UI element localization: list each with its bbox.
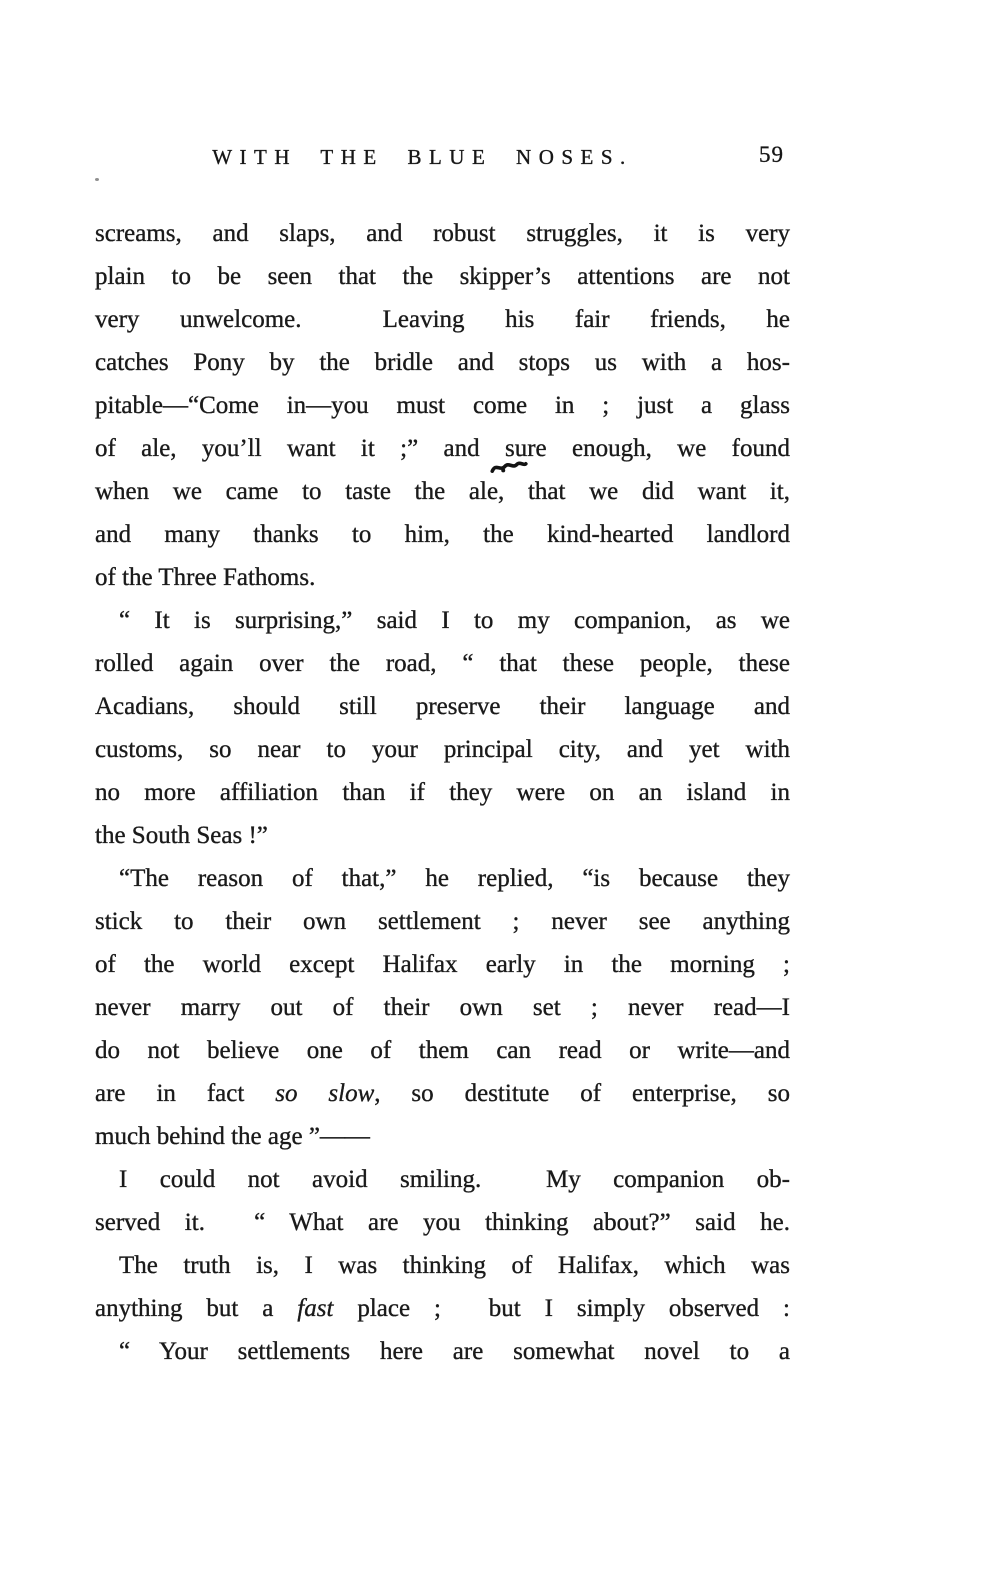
text-line: [95, 341, 790, 384]
text-segment: anything but a: [95, 1295, 298, 1322]
text-segment: served it. “ What are you thinking about?” said he.: [95, 1209, 790, 1236]
text-line: [95, 900, 790, 943]
text-segment: Acadians, should still preserve their language and: [95, 693, 790, 720]
text-line: [95, 986, 790, 1029]
running-title: WITH THE BLUE NOSES.: [212, 145, 633, 169]
text-line: [95, 1072, 790, 1115]
text-segment: “ It is surprising,” said I to my companion, as we: [119, 607, 790, 634]
text-line: [95, 1287, 790, 1330]
text-segment: catches Pony by the bridle and stops us with a hos-: [95, 349, 790, 376]
italic-text-segment: fast: [297, 1295, 334, 1322]
text-segment: much behind the age ”——: [95, 1123, 370, 1150]
page-header: [95, 142, 790, 176]
text-line: [95, 1201, 790, 1244]
text-segment: customs, so near to your principal city, and yet with: [95, 736, 790, 763]
text-segment: stick to their own settlement ; never see anything: [95, 908, 790, 935]
text-segment: no more affiliation than if they were on an island in: [95, 779, 790, 806]
text-segment: , so destitute of enterprise, so: [374, 1080, 790, 1107]
text-segment: pitable—“Come in—you must come in ; just a glass: [95, 392, 790, 419]
text-line: [95, 1244, 790, 1287]
text-segment: are in fact: [95, 1080, 276, 1107]
text-line: [95, 556, 790, 599]
text-line: [95, 212, 790, 255]
text-segment: The truth is, I was thinking of Halifax, which was: [119, 1252, 790, 1279]
text-line: [95, 427, 790, 470]
text-segment: of the world except Halifax early in the morning ;: [95, 951, 790, 978]
text-segment: screams, and slaps, and robust struggles, it is very: [95, 220, 790, 247]
text-segment: plain to be seen that the skipper’s attentions are not: [95, 263, 790, 290]
text-line: [95, 642, 790, 685]
text-segment: very unwelcome. Leaving his fair friends, he: [95, 306, 790, 333]
italic-text-segment: so slow: [275, 1080, 375, 1107]
text-segment: rolled again over the road, “ that these people, these: [95, 650, 790, 677]
text-block: [95, 212, 790, 1373]
text-line: [95, 857, 790, 900]
text-line: [95, 470, 790, 513]
text-segment: never marry out of their own set ; never read—I: [95, 994, 790, 1021]
text-line: [95, 255, 790, 298]
text-segment: and many thanks to him, the kind-hearted landlord: [95, 521, 790, 548]
text-segment: when we came to taste the ale, that we did want it,: [95, 478, 790, 505]
text-line: [95, 728, 790, 771]
text-segment: the South Seas !”: [95, 822, 268, 849]
text-segment: of the Three Fathoms.: [95, 564, 316, 591]
text-segment: place ; but I simply observed :: [333, 1295, 790, 1322]
text-line: [95, 599, 790, 642]
print-speck-artifact: [95, 178, 99, 181]
ink-smudge-artifact: [488, 457, 529, 478]
text-line: [95, 771, 790, 814]
text-segment: do not believe one of them can read or write—and: [95, 1037, 790, 1064]
text-segment: of ale, you’ll want it ;” and sure enough, we found: [95, 435, 790, 462]
text-line: [95, 1158, 790, 1201]
text-segment: I could not avoid smiling. My companion ob-: [119, 1166, 790, 1193]
page-number: 59: [759, 142, 784, 167]
text-segment: “The reason of that,” he replied, “is because they: [119, 865, 790, 892]
text-line: [95, 1115, 790, 1158]
text-line: [95, 384, 790, 427]
text-segment: “ Your settlements here are somewhat novel to a: [119, 1338, 790, 1365]
text-line: [95, 685, 790, 728]
text-line: [95, 513, 790, 556]
text-line: [95, 814, 790, 857]
text-line: [95, 298, 790, 341]
text-line: [95, 1330, 790, 1373]
text-line: [95, 1029, 790, 1072]
text-line: [95, 943, 790, 986]
